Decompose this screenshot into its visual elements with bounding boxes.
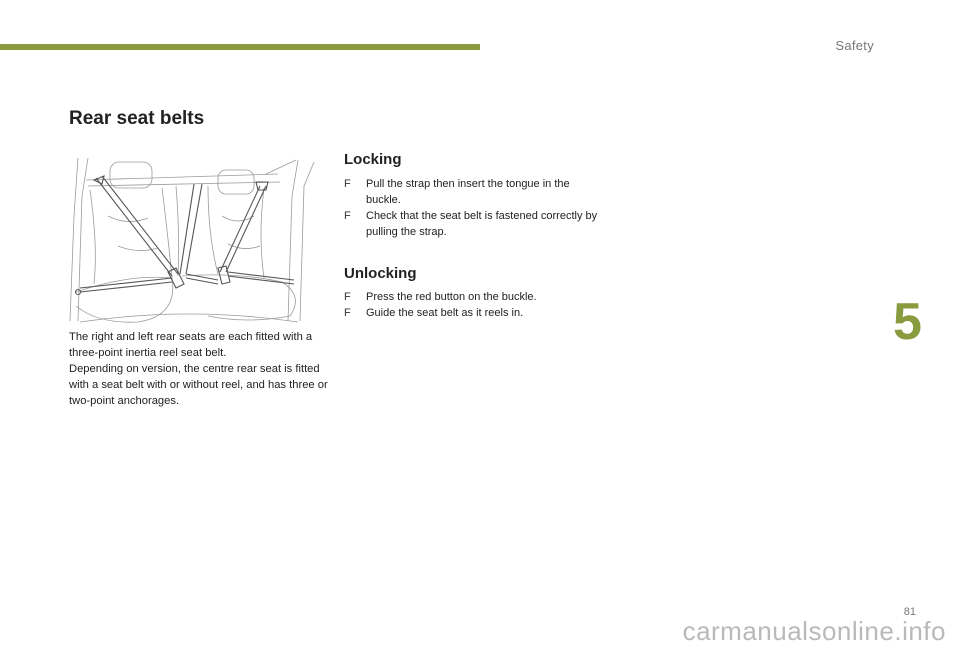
list-item — [344, 289, 606, 305]
step-text: Guide the seat belt as it reels in. — [366, 307, 524, 319]
section-label: Safety — [835, 38, 874, 53]
rear-seat-belts-illustration — [68, 156, 324, 328]
bullet-icon: F — [344, 178, 351, 190]
step-text: Press the red button on the buckle. — [366, 291, 537, 303]
page-number: 81 — [903, 606, 916, 618]
intro-text — [69, 329, 331, 409]
step-text: Check that the seat belt is fastened correctly by pulling the strap. — [366, 210, 598, 238]
list-item — [344, 208, 606, 240]
intro-paragraph-1: The right and left rear seats are each fitted with a three-point inertia reel seat belt. — [69, 331, 313, 359]
locking-heading: Locking — [344, 151, 402, 168]
step-text: Pull the strap then insert the tongue in the buckle. — [366, 178, 570, 206]
list-item — [344, 305, 606, 321]
list-item — [344, 176, 606, 208]
intro-paragraph-2: Depending on version, the centre rear seat is fitted with a seat belt with or without reel, and has three or two-point anchorages. — [69, 363, 328, 407]
locking-steps — [344, 176, 606, 240]
unlocking-heading: Unlocking — [344, 265, 417, 282]
bullet-icon: F — [344, 291, 351, 303]
header-accent-bar — [0, 44, 480, 50]
unlocking-steps — [344, 289, 606, 321]
watermark: carmanualsonline.info — [682, 616, 946, 646]
bullet-icon: F — [344, 210, 351, 222]
bullet-icon: F — [344, 307, 351, 319]
chapter-number: 5 — [893, 293, 922, 351]
page-title: Rear seat belts — [69, 108, 205, 129]
